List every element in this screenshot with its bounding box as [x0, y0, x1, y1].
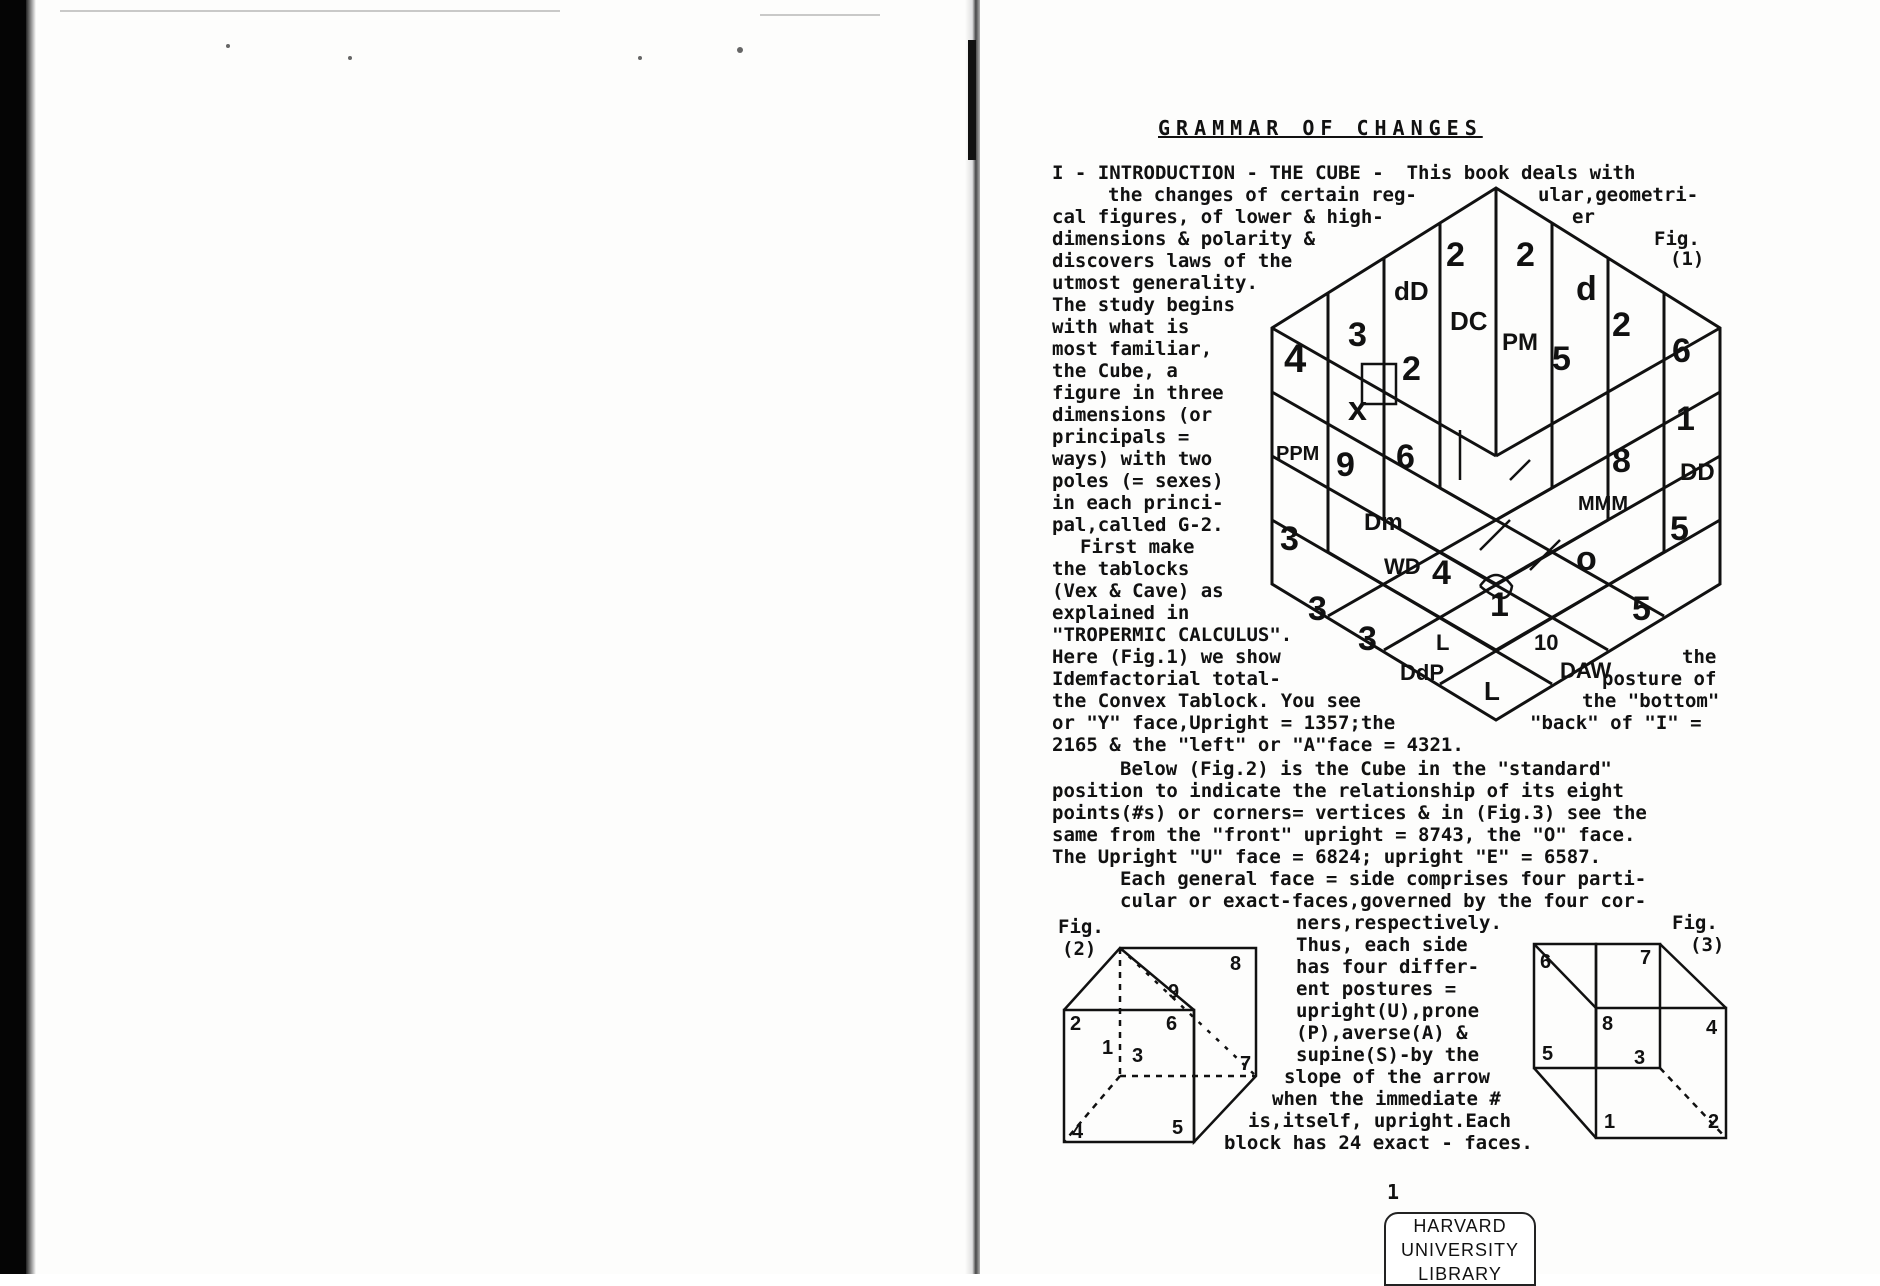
library-stamp — [1384, 1212, 1536, 1286]
fig1-glyph: 5 — [1670, 510, 1689, 548]
text-line: (Vex & Cave) as — [1052, 580, 1224, 602]
fig1-glyph: L — [1436, 630, 1450, 655]
text-line: block has 24 exact - faces. — [1224, 1132, 1533, 1154]
text-line: Thus, each side — [1296, 934, 1468, 956]
fig2-glyph: 3 — [1132, 1045, 1144, 1067]
stamp-line: HARVARD — [1413, 1216, 1507, 1236]
text-line: poles (= sexes) — [1052, 470, 1224, 492]
text-line: pal,called G-2. — [1052, 514, 1224, 536]
fig2-glyph: 6 — [1166, 1013, 1178, 1035]
stamp-line: UNIVERSITY — [1400, 1240, 1520, 1260]
text-line: position to indicate the relationship of its eight — [1052, 780, 1624, 802]
text-line: Below (Fig.2) is the Cube in the "standard" — [1120, 758, 1612, 780]
text-line: I - INTRODUCTION - THE CUBE - This book deals with — [1052, 162, 1636, 184]
fig2-glyph: 7 — [1240, 1053, 1252, 1075]
text-line: supine(S)-by the — [1296, 1044, 1480, 1066]
fig3-glyph: 4 — [1706, 1017, 1718, 1039]
fig1-glyph: DdP — [1400, 660, 1444, 685]
fig1-glyph: o — [1576, 540, 1597, 578]
fig1-glyph: DC — [1450, 306, 1488, 336]
text-line: Here (Fig.1) we show — [1052, 646, 1281, 668]
text-line: is,itself, upright.Each — [1248, 1110, 1512, 1132]
text-line: the changes of certain reg- — [1108, 184, 1417, 206]
text-line: points(#s) or corners= vertices & in (Fig.3) see the — [1052, 802, 1647, 824]
fig1-glyph: PM — [1502, 329, 1538, 356]
fig1-glyph: 5 — [1552, 340, 1571, 378]
text-line: "TROPERMIC CALCULUS". — [1052, 624, 1293, 646]
text-line: upright(U),prone — [1296, 1000, 1480, 1022]
fig1-glyph: PPM — [1276, 443, 1320, 465]
fig1-glyph: 2 — [1612, 306, 1631, 344]
fig1-label: Fig. — [1654, 228, 1700, 250]
fig3-label: Fig. — [1672, 912, 1718, 934]
text-line: most familiar, — [1052, 338, 1213, 360]
text-line: Idemfactorial total- — [1052, 668, 1281, 690]
fig1-glyph: 3 — [1348, 316, 1367, 354]
text-line: figure in three — [1052, 382, 1224, 404]
text-line: dimensions & polarity & — [1052, 228, 1316, 250]
fig3-glyph: 1 — [1604, 1111, 1616, 1133]
fig1-glyph: L — [1484, 676, 1500, 706]
fig1-glyph: 2 — [1516, 236, 1535, 274]
fig1-glyph: 8 — [1612, 442, 1631, 480]
fig3-glyph: 3 — [1634, 1047, 1646, 1069]
left-page-dark-edge — [0, 0, 26, 1274]
text-line: The Upright "U" face = 6824; upright "E" = 6587. — [1052, 846, 1602, 868]
text-line: (P),averse(A) & — [1296, 1022, 1468, 1044]
fig1-glyph: 2 — [1446, 236, 1465, 274]
fig3-number: (3) — [1690, 934, 1725, 956]
fig3-cube-diagram — [1530, 938, 1740, 1143]
text-line: slope of the arrow — [1284, 1066, 1490, 1088]
text-line: ners,respectively. — [1296, 912, 1502, 934]
fig1-glyph: 4 — [1284, 337, 1307, 381]
fig1-glyph: 3 — [1358, 620, 1377, 658]
text-line: cal figures, of lower & high- — [1052, 206, 1384, 228]
fig1-glyph: 6 — [1672, 332, 1691, 370]
fig1-glyph: MMM — [1578, 493, 1628, 515]
fig1-glyph: 10 — [1534, 630, 1559, 655]
text-line: when the immediate # — [1272, 1088, 1501, 1110]
fig2-glyph: 1 — [1102, 1037, 1114, 1059]
fig2-glyph: 4 — [1072, 1121, 1084, 1143]
fig3-glyph: 5 — [1542, 1043, 1554, 1065]
text-line: ent postures = — [1296, 978, 1457, 1000]
page-title: GRAMMAR OF CHANGES — [1158, 116, 1483, 140]
fig1-glyph: 4 — [1432, 554, 1451, 592]
fig1-cube-diagram — [1240, 180, 1720, 720]
text-line: dimensions (or — [1052, 404, 1213, 426]
text-line: explained in — [1052, 602, 1190, 624]
fig2-glyph: 9 — [1168, 981, 1180, 1003]
text-line: "back" of "I" = — [1530, 712, 1702, 734]
text-line: Each general face = side comprises four parti- — [1120, 868, 1647, 890]
fig3-glyph: 7 — [1640, 947, 1652, 969]
fig1-number: (1) — [1670, 248, 1705, 270]
fig2-glyph: 2 — [1070, 1013, 1082, 1035]
text-line: the Convex Tablock. You see — [1052, 690, 1361, 712]
text-line: the "bottom" — [1582, 690, 1720, 712]
text-line: 2165 & the "left" or "A"face = 4321. — [1052, 734, 1464, 756]
text-line: or "Y" face,Upright = 1357;the — [1052, 712, 1396, 734]
fig3-glyph: 2 — [1708, 1111, 1720, 1133]
fig2-cube-diagram — [1060, 942, 1270, 1147]
text-line: same from the "front" upright = 8743, the "O" face. — [1052, 824, 1636, 846]
fig3-glyph: 8 — [1602, 1013, 1614, 1035]
text-line: cular or exact-faces,governed by the four cor- — [1120, 890, 1647, 912]
fig1-glyph: WD — [1384, 554, 1421, 579]
fig1-glyph: 5 — [1632, 590, 1651, 628]
fig2-number: (2) — [1062, 938, 1097, 960]
text-line: utmost generality. — [1052, 272, 1258, 294]
text-line: has four differ- — [1296, 956, 1480, 978]
fig1-glyph: 1 — [1676, 400, 1695, 438]
text-line: with what is — [1052, 316, 1190, 338]
text-line: ways) with two — [1052, 448, 1213, 470]
fig1-glyph: 3 — [1308, 590, 1327, 628]
fig2-label: Fig. — [1058, 916, 1104, 938]
text-line: First make — [1080, 536, 1195, 558]
text-line: ular,geometri- — [1538, 184, 1699, 206]
text-line: the Cube, a — [1052, 360, 1178, 382]
fig3-glyph: 6 — [1540, 951, 1552, 973]
fig1-glyph: d — [1576, 270, 1597, 308]
fig1-glyph: 1 — [1490, 586, 1509, 624]
fig1-glyph: DAW — [1560, 658, 1612, 683]
text-line: the tablocks — [1052, 558, 1190, 580]
page-number: 1 — [1387, 1180, 1400, 1204]
fig2-glyph: 5 — [1172, 1117, 1184, 1139]
text-line: the — [1682, 646, 1717, 668]
fig1-glyph: dD — [1394, 276, 1429, 306]
fig1-glyph: Dm — [1364, 509, 1403, 536]
left-page-edge-shadow — [26, 0, 36, 1274]
fig1-glyph: 9 — [1336, 446, 1355, 484]
fig2-glyph: 8 — [1230, 953, 1242, 975]
fig1-glyph: 3 — [1280, 520, 1299, 558]
text-line: principals = — [1052, 426, 1190, 448]
text-line: in each princi- — [1052, 492, 1224, 514]
text-line: posture of — [1602, 668, 1717, 690]
fig1-glyph: x — [1348, 390, 1367, 428]
fig1-glyph: 2 — [1402, 350, 1421, 388]
fig1-glyph: DD — [1680, 459, 1715, 486]
text-line: er — [1572, 206, 1595, 228]
stamp-line: LIBRARY — [1418, 1264, 1502, 1284]
fig1-glyph: 6 — [1396, 438, 1415, 476]
text-line: The study begins — [1052, 294, 1236, 316]
text-line: discovers laws of the — [1052, 250, 1293, 272]
